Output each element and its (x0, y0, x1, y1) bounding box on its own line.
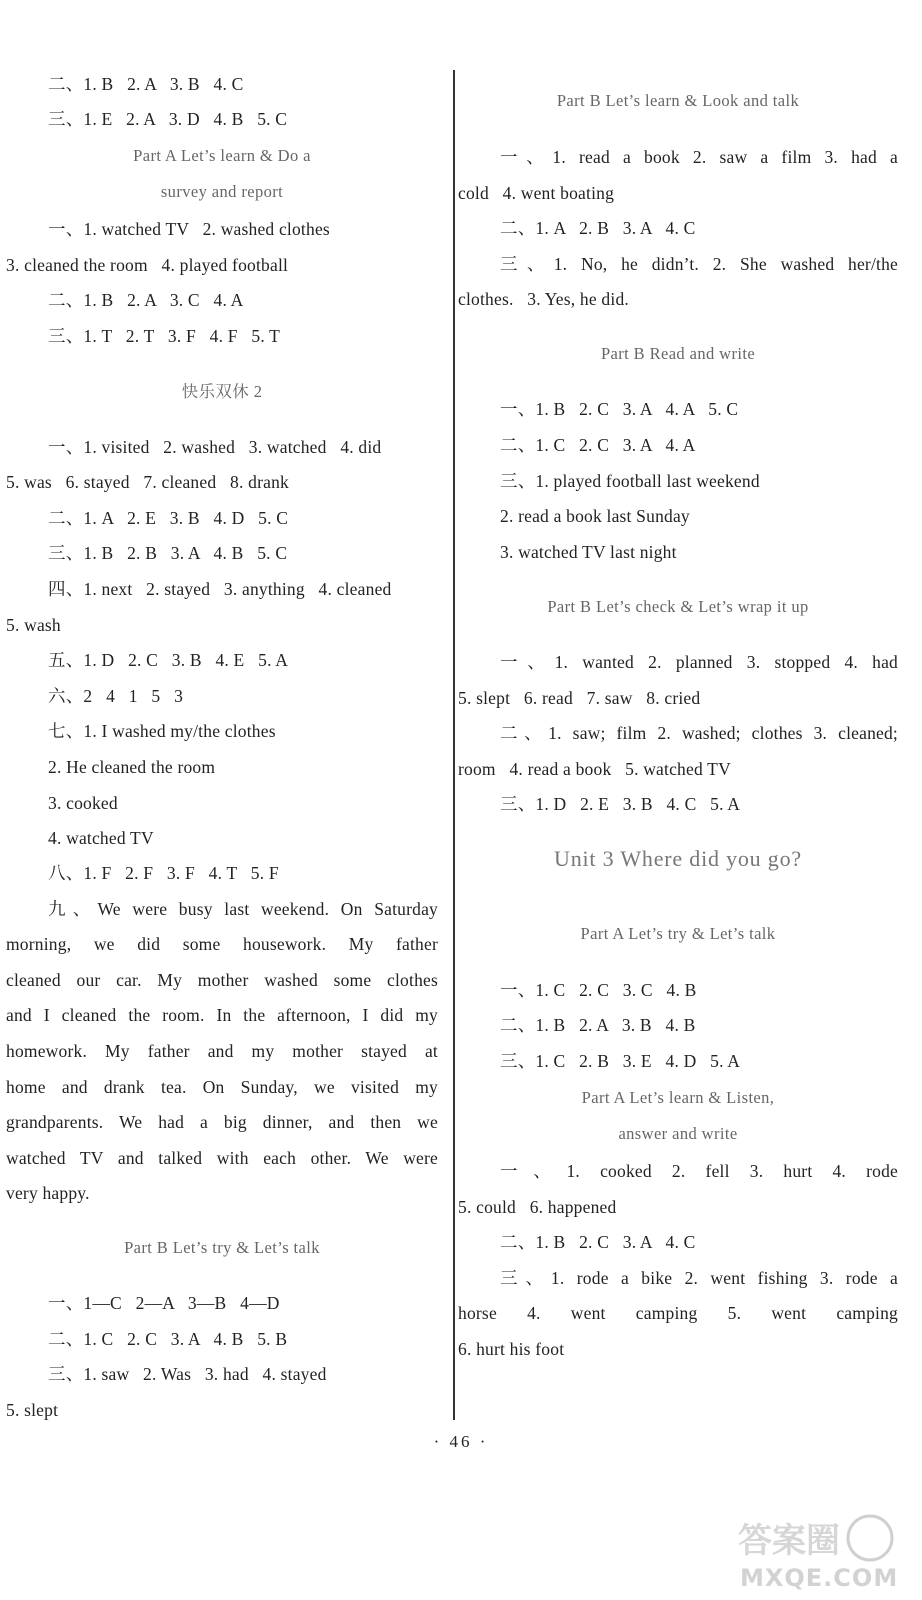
section-heading: Part B Let’s try & Let’s talk (124, 1238, 320, 1257)
answer-line: 二、1. B 2. A 3. B 4. B (500, 1015, 696, 1035)
answer-line: 三、1. E 2. A 3. D 4. B 5. C (48, 109, 288, 129)
answer-line: 一、1—C 2—A 3—B 4—D (48, 1293, 280, 1313)
answer-line: 三、1. saw 2. Was 3. had 4. stayed (48, 1364, 327, 1384)
answer-line: 二、1. B 2. C 3. A 4. C (500, 1232, 696, 1252)
answer-line: 2. He cleaned the room (48, 757, 216, 777)
answer-line: 一、1. wanted 2. planned 3. stopped 4. had (500, 652, 898, 672)
column-divider (453, 70, 455, 1420)
answer-line: 八、1. F 2. F 3. F 4. T 5. F (48, 863, 279, 883)
answer-line: 一、1. read a book 2. saw a film 3. had a (500, 147, 898, 167)
answer-line: 5. could 6. happened (458, 1197, 617, 1217)
answer-line: 九、We were busy last weekend. On Saturday (48, 899, 438, 919)
section-heading: Part B Let’s check & Let’s wrap it up (547, 597, 809, 616)
answer-line: 2. read a book last Sunday (500, 506, 690, 526)
answer-line: 一、1. cooked 2. fell 3. hurt 4. rode (500, 1161, 898, 1181)
page-number: · 46 · (433, 1432, 489, 1451)
answer-line: 七、1. I washed my/the clothes (48, 721, 276, 741)
answer-line: 二、1. B 2. A 3. B 4. C (48, 74, 244, 94)
answer-line: 二、1. A 2. B 3. A 4. C (500, 218, 696, 238)
answer-line: 三、1. played football last weekend (500, 471, 760, 491)
answer-line: 5. wash (6, 615, 61, 635)
answer-line: cleaned our car. My mother washed some clothes (6, 970, 438, 990)
answer-line: 3. cleaned the room 4. played football (6, 255, 289, 275)
answer-line: homework. My father and my mother stayed at (6, 1041, 438, 1061)
answer-line: 4. watched TV (48, 828, 154, 848)
answer-line: 6. hurt his foot (458, 1339, 565, 1359)
answer-line: very happy. (6, 1183, 90, 1203)
answer-line: watched TV and talked with each other. We were (6, 1148, 438, 1168)
answer-line: 四、1. next 2. stayed 3. anything 4. cleaned (48, 579, 392, 599)
answer-line: room 4. read a book 5. watched TV (458, 759, 731, 779)
section-heading: Part B Read and write (600, 344, 756, 363)
answer-line: and I cleaned the room. In the afternoon, I did my (6, 1005, 438, 1025)
answer-line: 一、1. watched TV 2. washed clothes (48, 219, 330, 239)
answer-line: clothes. 3. Yes, he did. (458, 289, 629, 309)
answer-line: grandparents. We had a big dinner, and then we (6, 1112, 438, 1132)
answer-line: home and drank tea. On Sunday, we visited my (6, 1077, 438, 1097)
answer-line: 5. slept 6. read 7. saw 8. cried (458, 688, 701, 708)
answer-line: 六、2 4 1 5 3 (48, 686, 184, 706)
section-heading: Part A Let’s learn & Listen, (581, 1088, 775, 1107)
answer-line: 3. cooked (48, 793, 118, 813)
section-heading: Part A Let’s try & Let’s talk (580, 924, 776, 943)
section-heading: answer and write (618, 1124, 738, 1143)
answer-line: 三、1. No, he didn’t. 2. She washed her/the (500, 254, 898, 274)
answer-line: horse 4. went camping 5. went camping (458, 1303, 898, 1323)
answer-line: 一、1. visited 2. washed 3. watched 4. did (48, 437, 382, 457)
answer-line: 三、1. C 2. B 3. E 4. D 5. A (500, 1051, 741, 1071)
answer-line: 三、1. B 2. B 3. A 4. B 5. C (48, 543, 288, 563)
answer-line: 一、1. C 2. C 3. C 4. B (500, 980, 697, 1000)
answer-line: 二、1. A 2. E 3. B 4. D 5. C (48, 508, 289, 528)
answer-line: 二、1. B 2. A 3. C 4. A (48, 290, 244, 310)
answer-line: 三、1. T 2. T 3. F 4. F 5. T (48, 326, 281, 346)
answer-line: 一、1. B 2. C 3. A 4. A 5. C (500, 399, 739, 419)
unit-title: Unit 3 Where did you go? (554, 846, 802, 871)
answer-line: 5. slept (6, 1400, 59, 1420)
section-heading: 快乐双休 2 (181, 382, 263, 401)
answer-line: 二、1. saw; film 2. washed; clothes 3. cleaned; (500, 723, 898, 743)
watermark-domain: MXQE.COM (740, 1564, 899, 1592)
section-heading: Part A Let’s learn & Do a (133, 146, 311, 165)
answer-line: 5. was 6. stayed 7. cleaned 8. drank (6, 472, 289, 492)
watermark-logo-text: 答案圈 (738, 1521, 840, 1561)
answer-line: 三、1. D 2. E 3. B 4. C 5. A (500, 794, 741, 814)
section-heading: Part B Let’s learn & Look and talk (556, 91, 800, 110)
answer-line: 3. watched TV last night (500, 542, 677, 562)
section-heading: survey and report (160, 182, 284, 201)
answer-line: 二、1. C 2. C 3. A 4. A (500, 435, 696, 455)
answer-line: morning, we did some housework. My father (6, 934, 438, 954)
watermark-logo (732, 1508, 902, 1592)
answer-line: 五、1. D 2. C 3. B 4. E 5. A (48, 650, 289, 670)
answer-line: 三、1. rode a bike 2. went fishing 3. rode a (500, 1268, 898, 1288)
answer-line: cold 4. went boating (458, 183, 615, 203)
answer-line: 二、1. C 2. C 3. A 4. B 5. B (48, 1329, 288, 1349)
